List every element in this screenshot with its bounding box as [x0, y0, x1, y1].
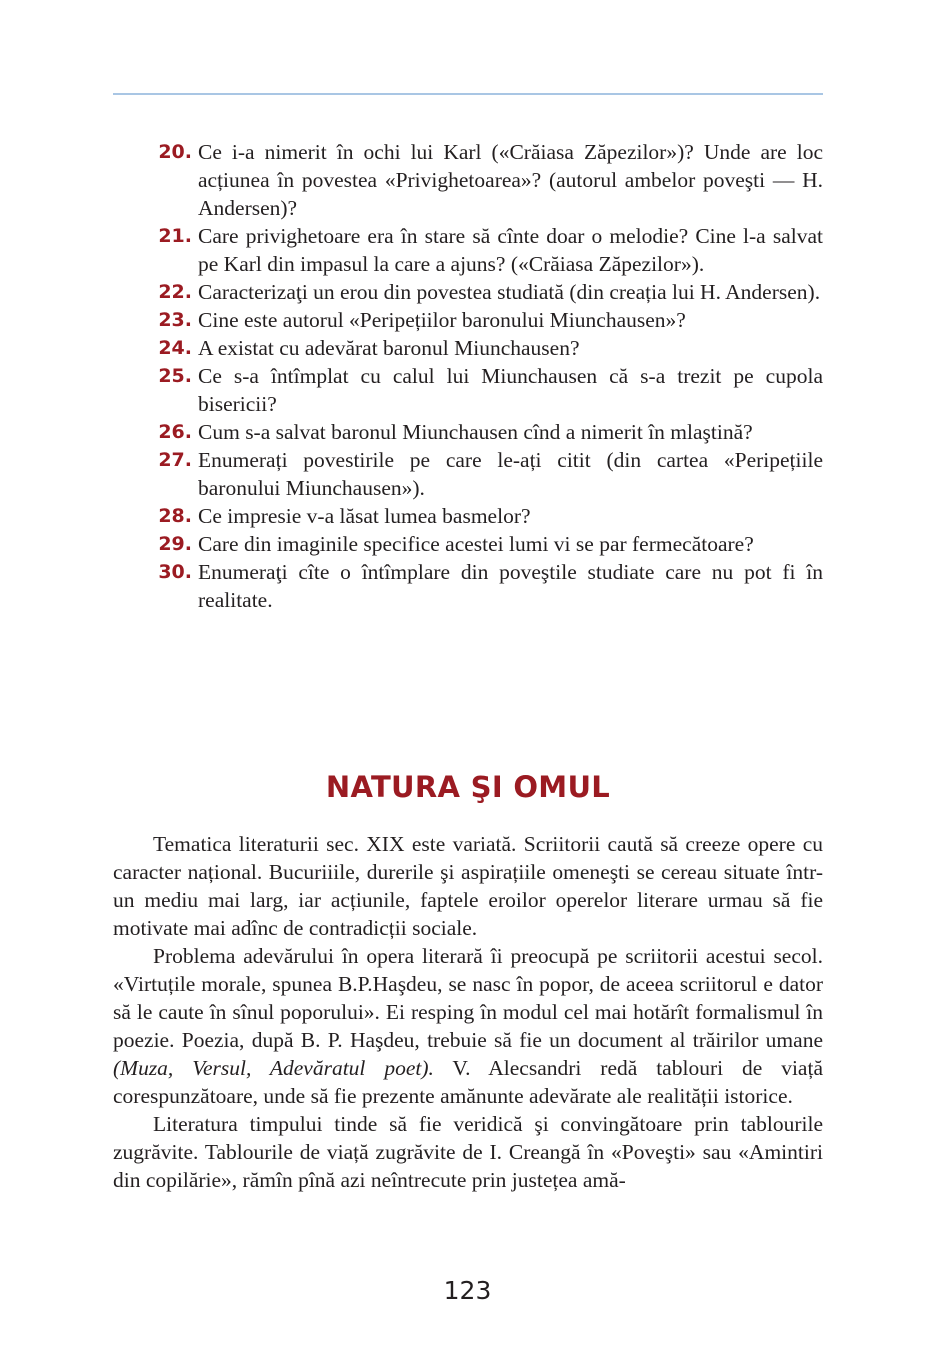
question-text: Care din imaginile specifice acestei lumi vi se par fermecătoare?: [198, 532, 754, 556]
question-list: [113, 138, 823, 614]
question-number: 22.: [158, 281, 192, 303]
paragraph-text: V. Alecsandri redă tablouri de viață corespunzătoare, unde să fie prezente amănunte adevărate ale realității istorice.: [113, 1056, 823, 1108]
question-item: [113, 558, 823, 614]
question-text: Ce impresie v-a lăsat lumea basmelor?: [198, 504, 531, 528]
question-item: [113, 278, 823, 306]
question-number: 27.: [158, 449, 192, 471]
question-item: [113, 418, 823, 446]
question-text: Enumerați povestirile pe care le-ați citit (din cartea «Peripețiile baronului Miunchausen»).: [198, 448, 823, 500]
question-text: Ce s-a întîmplat cu calul lui Miunchausen că s-a trezit pe cupola bisericii?: [198, 364, 823, 416]
page-number: 123: [443, 1276, 492, 1305]
question-item: [113, 138, 823, 222]
question-number: 23.: [158, 309, 192, 331]
question-number: 30.: [158, 561, 192, 583]
paragraph: [113, 942, 823, 1110]
work-titles-italic: (Muza, Versul, Adevăratul poet).: [113, 1056, 434, 1080]
section-title: NATURA ŞI OMUL: [325, 770, 611, 804]
question-item: [113, 446, 823, 502]
question-number: 28.: [158, 505, 192, 527]
question-text: Caracterizaţi un erou din povestea studiată (din creația lui H. Andersen).: [198, 280, 821, 304]
question-item: [113, 222, 823, 278]
question-number: 29.: [158, 533, 192, 555]
paragraph: Tematica literaturii sec. XIX este variată. Scriitorii caută să creeze opere cu caracter național. Bucuriiile, durerile şi aspirațiile omeneşti se cereau situate într-un mediu mai larg, iar acțiunile, faptele eroilor operelor literare urmau să fie motivate mai adînc de contradicții sociale.: [113, 832, 823, 940]
question-text: A existat cu adevărat baronul Miunchausen?: [198, 336, 580, 360]
question-number: 20.: [158, 141, 192, 163]
question-text: Cum s-a salvat baronul Miunchausen cînd a nimerit în mlaştină?: [198, 420, 753, 444]
question-item: [113, 530, 823, 558]
header-rule: [113, 93, 823, 95]
question-item: [113, 502, 823, 530]
paragraph: Literatura timpului tinde să fie veridică şi convingătoare prin tablourile zugrăvite. Tablourile de viață zugrăvite de I. Creangă în «Poveşti» sau «Amintiri din copilărie», rămîn pînă azi neîntrecute prin justețea amă-: [113, 1112, 823, 1192]
question-number: 25.: [158, 365, 192, 387]
question-text: Care privighetoare era în stare să cînte doar o melodie? Cine l-a salvat pe Karl din impasul la care a ajuns? («Crăiasa Zăpezilor»).: [198, 224, 823, 276]
question-item: [113, 306, 823, 334]
body-text: [113, 830, 823, 1194]
question-number: 21.: [158, 225, 192, 247]
question-item: [113, 334, 823, 362]
question-text: Enumeraţi cîte o întîmplare din poveştile studiate care nu pot fi în realitate.: [198, 560, 823, 612]
question-number: 26.: [158, 421, 192, 443]
question-number: 24.: [158, 337, 192, 359]
question-item: [113, 362, 823, 418]
question-text: Ce i-a nimerit în ochi lui Karl («Crăiasa Zăpezilor»)? Unde are loc acțiunea în povestea «Privighetoarea»? (autorul ambelor poveşti — H. Andersen)?: [198, 140, 823, 220]
question-text: Cine este autorul «Peripețiilor baronului Miunchausen»?: [198, 308, 686, 332]
paragraph-text: Problema adevărului în opera literară îi preocupă pe scriitorii acestui secol. «Virtuțile morale, spunea B.P.Haşdeu, se nasc în popor, de aceea scriitorul e dator să le caute în sînul poporului». Ei resping în modul cel mai hotărît formalismul în poezie. Poezia, după B. P. Haşdeu, trebuie să fie un document al trăirilor umane: [113, 944, 823, 1052]
